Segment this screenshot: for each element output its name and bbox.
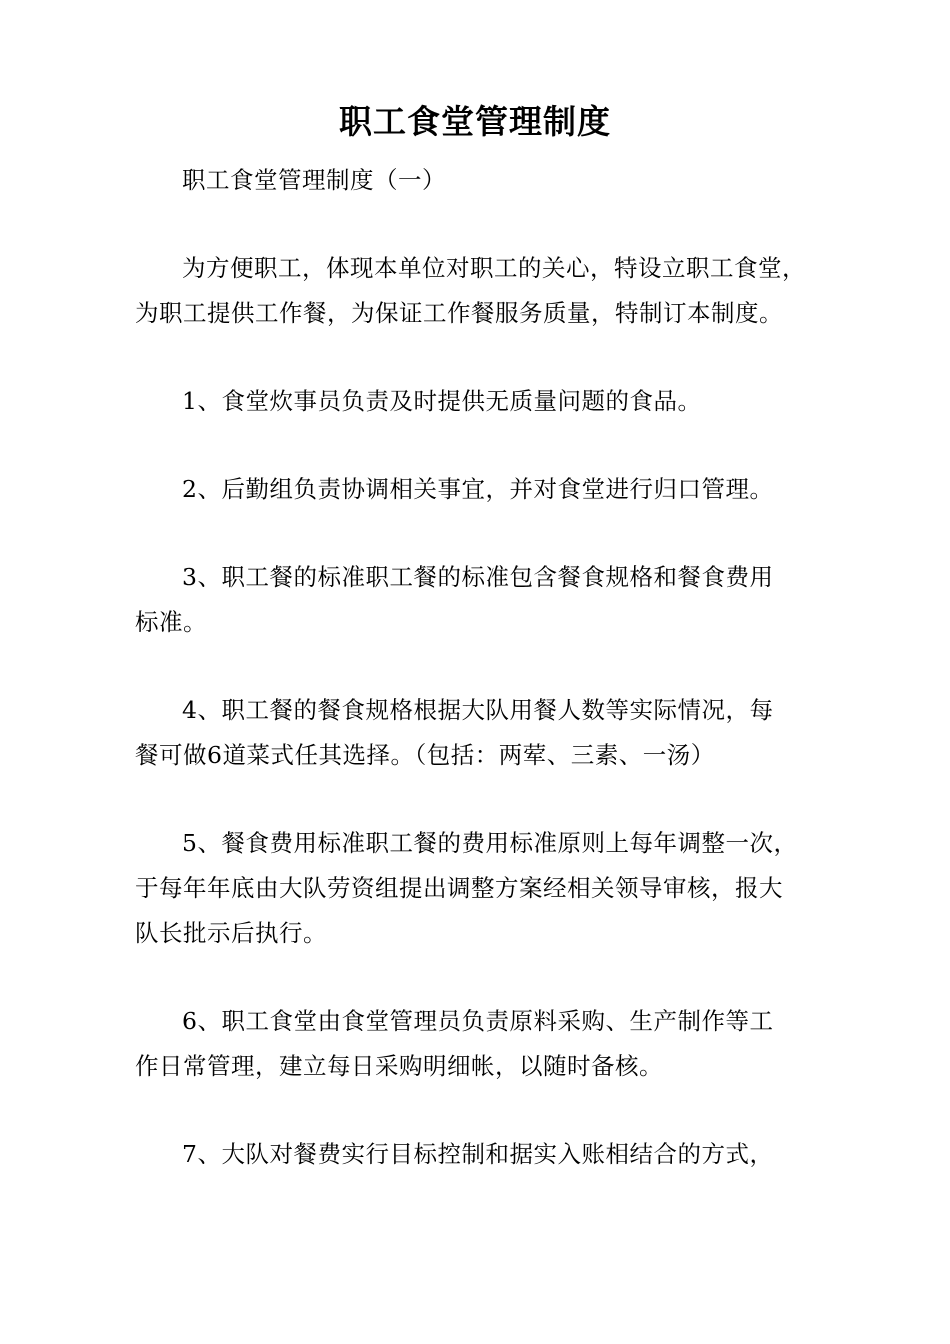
paragraph-line: 6、职工食堂由食堂管理员负责原料采购、生产制作等工	[182, 1007, 774, 1035]
paragraph-line: 2、后勤组负责协调相关事宜，并对食堂进行归口管理。	[182, 475, 774, 503]
paragraph-line: 为职工提供工作餐，为保证工作餐服务质量，特制订本制度。	[135, 299, 783, 327]
paragraph-line: 5、餐食费用标准职工餐的费用标准原则上每年调整一次，	[182, 829, 798, 857]
paragraph-line: 1、食堂炊事员负责及时提供无质量问题的食品。	[182, 387, 702, 415]
paragraph-line: 4、职工餐的餐食规格根据大队用餐人数等实际情况，每	[182, 696, 774, 724]
paragraph-line: 作日常管理，建立每日采购明细帐，以随时备核。	[135, 1052, 663, 1080]
paragraph-line: 3、职工餐的标准职工餐的标准包含餐食规格和餐食费用	[182, 563, 774, 591]
paragraph-line: 队长批示后执行。	[135, 919, 327, 947]
paragraph-line: 餐可做6道菜式任其选择。（包括：两荤、三素、一汤）	[135, 741, 715, 769]
paragraph-line: 7、大队对餐费实行目标控制和据实入账相结合的方式，	[182, 1140, 774, 1168]
paragraph-line: 于每年年底由大队劳资组提出调整方案经相关领导审核，报大	[135, 874, 783, 902]
paragraph-line: 标准。	[135, 608, 207, 636]
paragraph-line: 为方便职工，体现本单位对职工的关心，特设立职工食堂，	[182, 254, 806, 282]
document-title: 职工食堂管理制度	[339, 102, 611, 141]
section-heading: 职工食堂管理制度（一）	[182, 166, 446, 194]
